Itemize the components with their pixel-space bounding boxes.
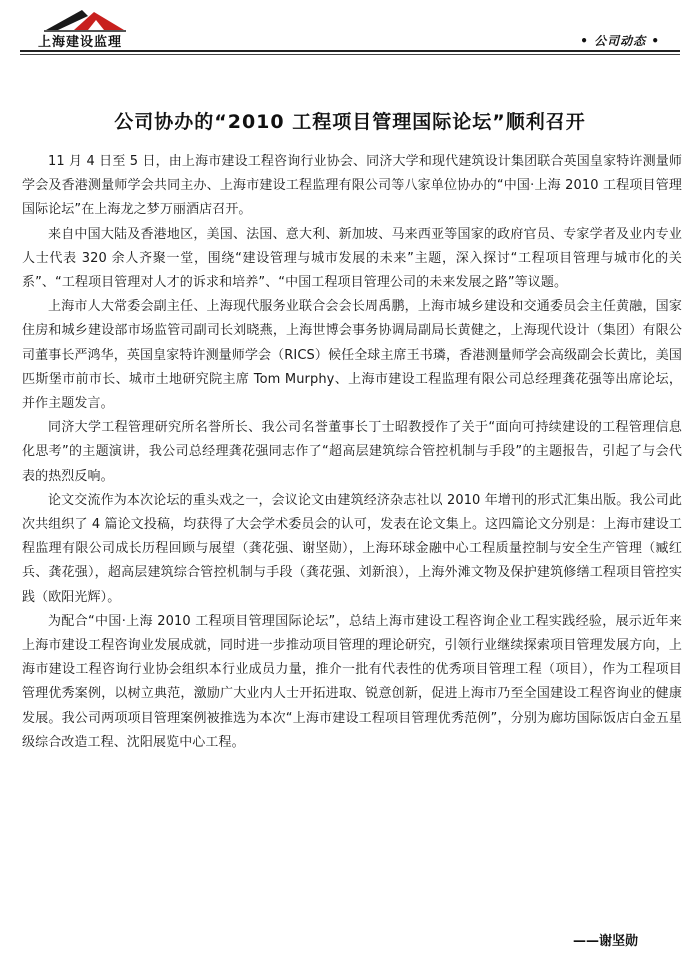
article-paragraph: 为配合“中国·上海 2010 工程项目管理国际论坛”，总结上海市建设工程咨询企业工程实践经验，展示近年来上海市建设工程咨询业发展成就，同时进一步推动项目管理的理论研究，引领行业继续探索项目管理发展方向，上海市建设工程咨询行业协会组织本行业成员力量，推介一批有代表性的优秀项目管理工程（项目），作为工程项目管理优秀案例，以树立典范，激励广大业内人士开拓进取、锐意创新，促进上海市乃至全国建设工程咨询业的健康发展。我公司两项项目管理案例被推选为本次“上海市建设工程项目管理优秀范例”，分别为廊坊国际饭店白金五星级综合改造工程、沈阳展览中心工程。 [22, 613, 682, 750]
article-paragraph: 上海市人大常委会副主任、上海现代服务业联合会会长周禹鹏，上海市城乡建设和交通委员会主任黄融，国家住房和城乡建设部市场监管司副司长刘晓燕，上海世博会事务协调局副局长黄健之，上海现代设计（集团）有限公司董事长严鸿华，英国皇家特许测量师学会（RICS）候任全球主席王书璘，香港测量师学会高级副会长黄比，美国匹斯堡市前市长、城市土地研究院主席 Tom Murphy、上海市建设工程监理有限公司总经理龚花强等出席论坛，并作主题发言。 [22, 299, 682, 412]
author-signature: ——谢坚勋 [572, 934, 638, 949]
page-header [0, 0, 700, 60]
logo-text: 上海建设监理 [38, 35, 123, 50]
article-paragraph: 论文交流作为本次论坛的重头戏之一，会议论文由建筑经济杂志社以 2010 年增刊的形式汇集出版。我公司此次共组织了 4 篇论文投稿，均获得了大会学术委员会的认可，发表在论文集上。这四篇论文分别是：上海市建设工程监理有限公司成长历程回顾与展望（龚花强、谢坚勋），上海环球金融中心工程质量控制与安全生产管理（臧红兵、龚花强），超高层建筑综合管控机制与手段（龚花强、刘新浪），上海外滩文物及保护建筑修缮工程项目管控实践（欧阳光辉）。 [22, 492, 682, 605]
article-paragraph: 11 月 4 日至 5 日，由上海市建设工程咨询行业协会、同济大学和现代建筑设计集团联合英国皇家特许测量师学会及香港测量师学会共同主办、上海市建设工程监理有限公司等八家单位协办的“中国·上海 2010 工程项目管理国际论坛”在上海龙之梦万丽酒店召开。 [22, 154, 682, 218]
article-body [22, 150, 682, 755]
article-paragraph: 来自中国大陆及香港地区，美国、法国、意大利、新加坡、马来西亚等国家的政府官员、专家学者及业内专业人士代表 320 余人齐聚一堂，围绕“建设管理与城市发展的未来”主题，深入探讨“工程项目管理与城市化的关系”、“工程项目管理对人才的诉求和培养”、“中国工程项目管理公司的未来发展之路”等议题。 [22, 226, 682, 291]
header-divider-thin [20, 54, 680, 55]
header-divider [20, 50, 680, 52]
company-logo-icon [44, 6, 126, 32]
article-paragraph: 同济大学工程管理研究所名誉所长、我公司名誉董事长丁士昭教授作了关于“面向可持续建设的工程管理信息化思考”的主题演讲，我公司总经理龚花强同志作了“超高层建筑综合管控机制与手段”的主题报告，引起了与会代表的热烈反响。 [22, 420, 682, 484]
article-title: 公司协办的“2010 工程项目管理国际论坛”顺利召开 [114, 110, 586, 133]
section-tag: • 公司动态 • [580, 34, 660, 48]
company-logo [24, 6, 134, 48]
